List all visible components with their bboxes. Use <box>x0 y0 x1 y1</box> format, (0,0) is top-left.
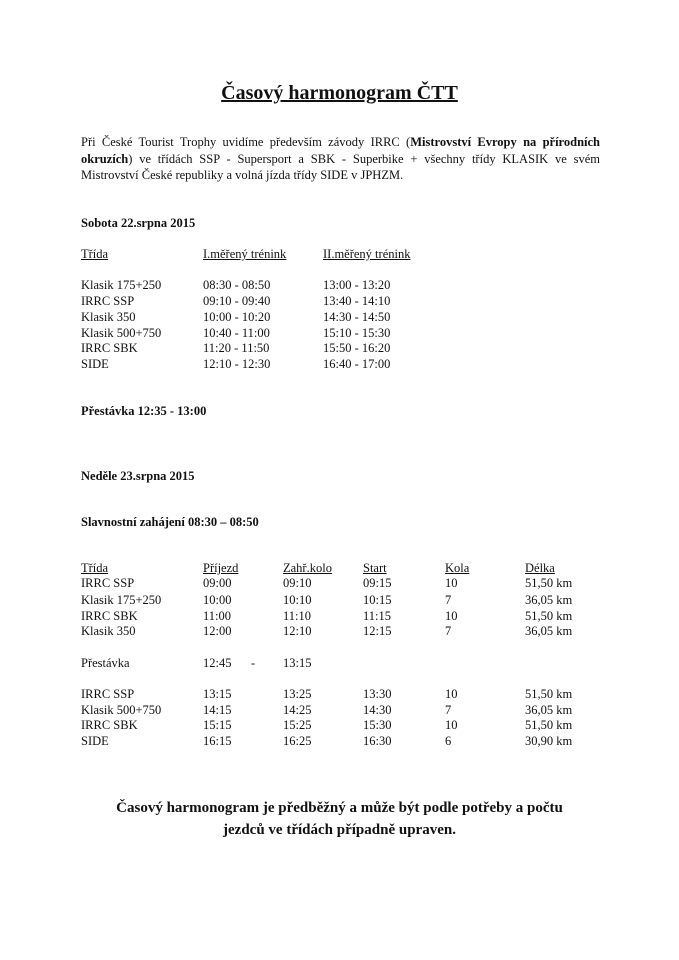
saturday-table-cell: 10:00 - 10:20 <box>203 310 271 324</box>
intro-paragraph <box>81 134 600 184</box>
sunday-table-cell: 10 <box>445 718 458 732</box>
saturday-table-cell: 15:10 - 15:30 <box>323 326 391 340</box>
sunday-table-cell: 30,90 km <box>525 734 573 748</box>
sunday-table-cell: 09:10 <box>283 576 312 590</box>
intro-bold-text: Mistrovství Evropy na přírodních okruzích <box>81 135 600 166</box>
sunday-table-cell: 13:25 <box>283 687 312 701</box>
saturday-table-cell: 14:30 - 14:50 <box>323 310 391 324</box>
sunday-table-cell: 36,05 km <box>525 624 573 638</box>
saturday-table-cell: 10:40 - 11:00 <box>203 326 270 340</box>
sunday-table-cell: 11:00 <box>203 609 232 623</box>
sunday-table-cell: 7 <box>445 624 452 638</box>
saturday-header-cell: I.měřený trénink <box>203 247 287 261</box>
sunday-table-cell: IRRC SSP <box>81 687 135 701</box>
sunday-header-cell: Příjezd <box>203 561 239 575</box>
sunday-table-cell: 36,05 km <box>525 703 573 717</box>
sunday-table-cell: 10:10 <box>283 593 312 607</box>
sunday-table-cell: 16:25 <box>283 734 312 748</box>
sunday-break-from: 12:45 <box>203 656 232 670</box>
saturday-table-cell: 15:50 - 16:20 <box>323 341 391 355</box>
saturday-table-cell: 13:00 - 13:20 <box>323 278 391 292</box>
sunday-table-cell: 15:30 <box>363 718 392 732</box>
footer-line-1: Časový harmonogram je předběžný a může být podle potřeby a počtu <box>116 800 563 816</box>
saturday-table-cell: 08:30 - 08:50 <box>203 278 271 292</box>
sunday-table-cell: 10:00 <box>203 593 232 607</box>
page-title: Časový harmonogram ČTT <box>221 82 458 104</box>
sunday-table-cell: 11:10 <box>283 609 312 623</box>
sunday-table-cell: 51,50 km <box>525 609 573 623</box>
saturday-table-cell: Klasik 500+750 <box>81 326 162 340</box>
intro-text-1: Při České Tourist Trophy uvidíme především závody IRRC ( <box>81 135 411 149</box>
sunday-table-cell: 12:15 <box>363 624 392 638</box>
sunday-table-cell: IRRC SBK <box>81 718 138 732</box>
sunday-header-cell: Zahř.kolo <box>283 561 332 575</box>
sunday-table-cell: Klasik 500+750 <box>81 703 162 717</box>
saturday-table-cell: 11:20 - 11:50 <box>203 341 270 355</box>
sunday-break-to: 13:15 <box>283 656 312 670</box>
sunday-header-cell: Start <box>363 561 387 575</box>
sunday-table-cell: 36,05 km <box>525 593 573 607</box>
sunday-table-cell: IRRC SBK <box>81 609 138 623</box>
saturday-table-cell: IRRC SSP <box>81 294 135 308</box>
sunday-table-cell: 14:30 <box>363 703 392 717</box>
sunday-header-cell: Třída <box>81 561 109 575</box>
sunday-table-cell: 13:30 <box>363 687 392 701</box>
sunday-table-cell: IRRC SSP <box>81 576 135 590</box>
saturday-header-cell: II.měřený trénink <box>323 247 411 261</box>
saturday-table-cell: SIDE <box>81 357 109 371</box>
saturday-table-cell: 12:10 - 12:30 <box>203 357 271 371</box>
sunday-table-cell: 12:10 <box>283 624 312 638</box>
sunday-table-cell: 12:00 <box>203 624 232 638</box>
sunday-table-cell: 15:25 <box>283 718 312 732</box>
sunday-table-cell: Klasik 175+250 <box>81 593 162 607</box>
sunday-table-cell: Klasik 350 <box>81 624 136 638</box>
sunday-table-cell: 7 <box>445 593 452 607</box>
sunday-table-cell: 10 <box>445 687 458 701</box>
sunday-table-cell: 11:15 <box>363 609 392 623</box>
sunday-table-cell: 16:30 <box>363 734 392 748</box>
sunday-table-cell: 6 <box>445 734 452 748</box>
opening-ceremony: Slavnostní zahájení 08:30 – 08:50 <box>81 515 259 529</box>
saturday-heading: Sobota 22.srpna 2015 <box>81 216 196 230</box>
sunday-table-cell: 7 <box>445 703 452 717</box>
intro-text-2: ) ve třídách SSP - Supersport a SBK - Superbike + všechny třídy KLASIK ve svém Mistrovství České republiky a volná jízda třídy SIDE v JPHZM. <box>81 151 600 182</box>
sunday-table-cell: 09:00 <box>203 576 232 590</box>
saturday-table-cell: Klasik 175+250 <box>81 278 162 292</box>
saturday-table-cell: 16:40 - 17:00 <box>323 357 391 371</box>
sunday-table-cell: 10 <box>445 576 458 590</box>
saturday-table-cell: 13:40 - 14:10 <box>323 294 391 308</box>
sunday-heading: Neděle 23.srpna 2015 <box>81 469 195 483</box>
saturday-break: Přestávka 12:35 - 13:00 <box>81 404 207 418</box>
saturday-table-cell: 09:10 - 09:40 <box>203 294 271 308</box>
sunday-table-cell: SIDE <box>81 734 109 748</box>
sunday-table-cell: 09:15 <box>363 576 392 590</box>
sunday-table-cell: 51,50 km <box>525 687 573 701</box>
sunday-header-cell: Délka <box>525 561 555 575</box>
sunday-table-cell: 15:15 <box>203 718 232 732</box>
sunday-table-cell: 51,50 km <box>525 718 573 732</box>
sunday-break-dash: - <box>251 656 256 670</box>
sunday-table-cell: 10:15 <box>363 593 392 607</box>
saturday-table-cell: IRRC SBK <box>81 341 138 355</box>
sunday-table-cell: 51,50 km <box>525 576 573 590</box>
saturday-header-cell: Třída <box>81 247 109 261</box>
sunday-header-cell: Kola <box>445 561 470 575</box>
footer-line-2: jezdců ve třídách případně upraven. <box>223 822 456 838</box>
sunday-table-cell: 13:15 <box>203 687 232 701</box>
footer-note <box>0 797 679 841</box>
sunday-table-cell: 14:25 <box>283 703 312 717</box>
sunday-table-cell: 16:15 <box>203 734 232 748</box>
sunday-table-cell: 10 <box>445 609 458 623</box>
saturday-table-cell: Klasik 350 <box>81 310 136 324</box>
sunday-break-label: Přestávka <box>81 656 130 670</box>
sunday-table-cell: 14:15 <box>203 703 232 717</box>
